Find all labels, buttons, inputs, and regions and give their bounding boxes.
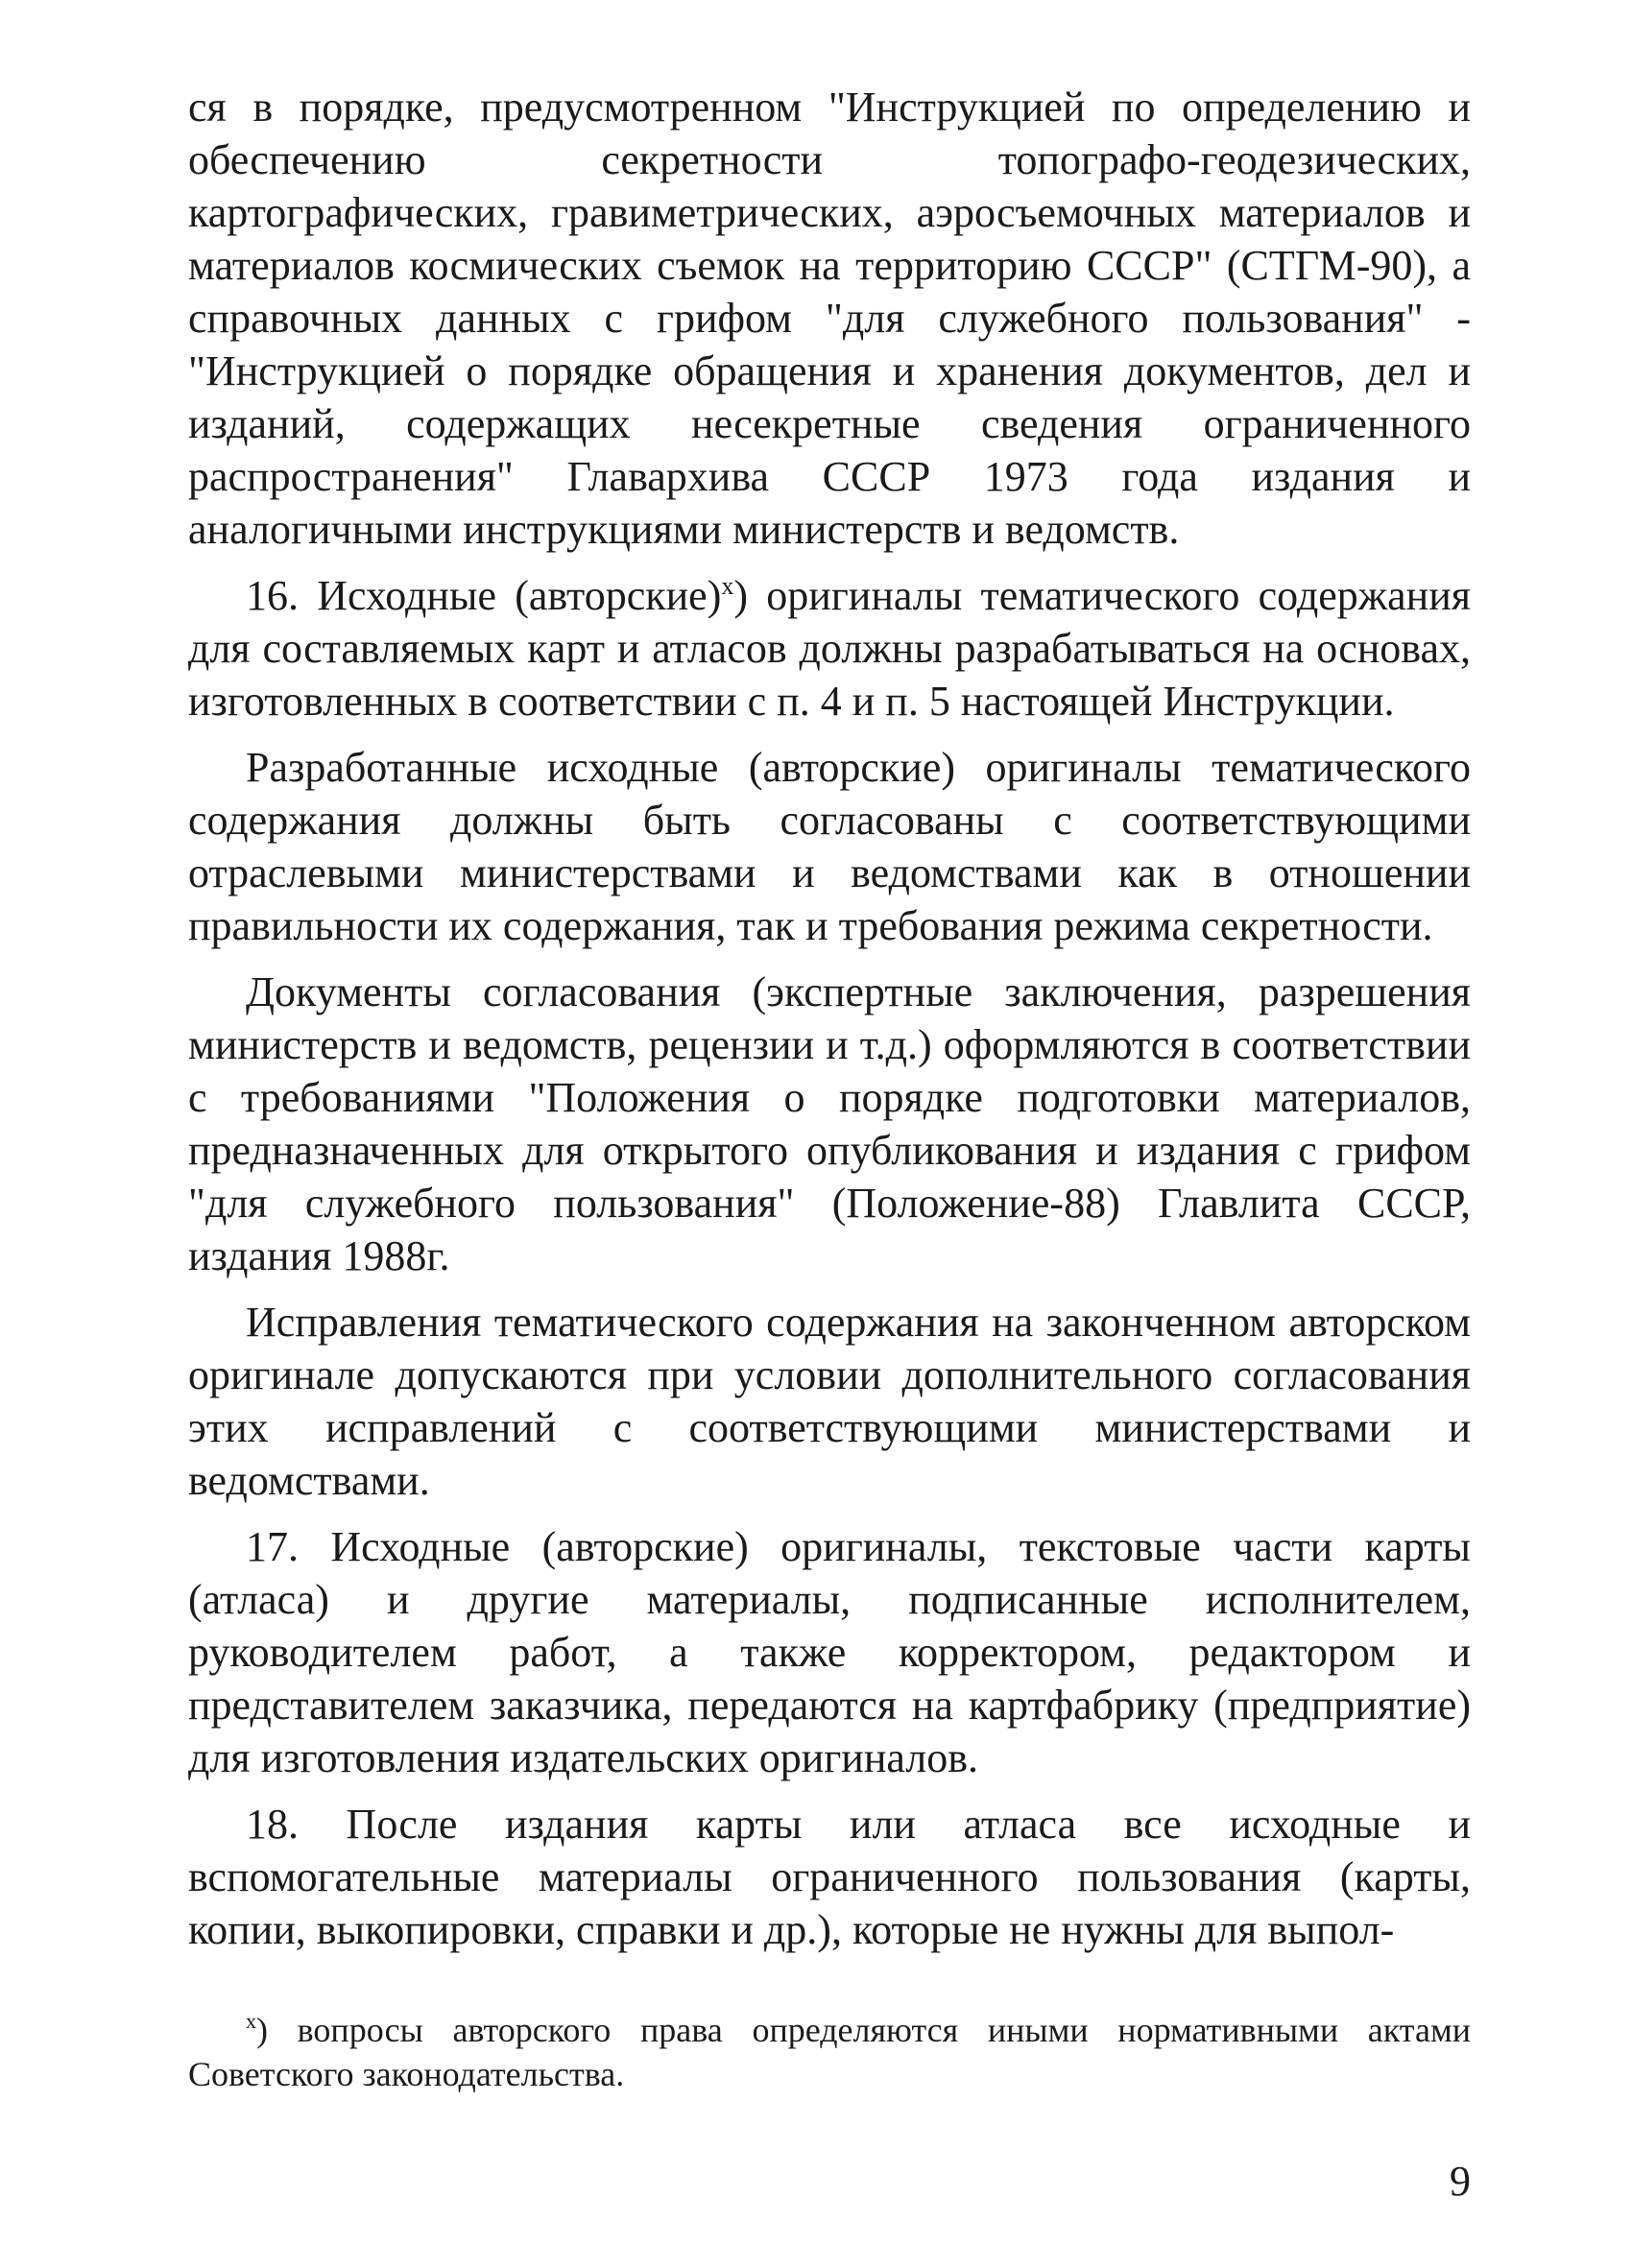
paragraph-item-18: 18. После издания карты или атласа все исходные и вспомогательные материалы ограниченного пользования (карты, копии, выкопировки, справки и др.), которые не нужны для выпол-: [188, 1801, 1471, 1953]
paragraph-item-16-text-end: ) оригиналы тематического содержания для составляемых карт и атласов должны разрабатываться на основах, изготовленных в соответствии с п. 4 и п. 5 настоящей Инструкции.: [188, 572, 1472, 725]
paragraph-item-16-text-start: 16. Исходные (авторские): [246, 572, 722, 619]
paragraph-item-16: [188, 569, 1471, 728]
page-body: [188, 81, 1471, 1970]
paragraph-continuation: ся в порядке, предусмотренном "Инструкцией по определению и обеспечению секретности топографо-геодезических, картографических, гравиметрических, аэросъемочных материалов и материалов космических съемок на территорию СССР" (СТГМ-90), а справочных данных с грифом "для служебного пользования" - "Инструкцией о порядке обращения и хранения документов, дел и изданий, содержащих несекретные сведения ограниченного распространения" Главархива СССР 1973 года издания и аналогичными инструкциями министерств и ведомств.: [188, 84, 1471, 553]
footnote: [188, 2008, 1471, 2096]
footnote-sup-marker: х: [246, 2009, 256, 2033]
paragraph-item-17: 17. Исходные (авторские) оригиналы, текстовые части карты (атласа) и другие материалы, подписанные исполнителем, руководителем работ, а также корректором, редактором и представителем заказчика, передаются на картфабрику (предприятие) для изготовления издательских оригиналов.: [188, 1523, 1471, 1781]
footnote-marker: х: [721, 572, 734, 600]
paragraph-agreement: Разработанные исходные (авторские) оригиналы тематического содержания должны быть согласованы с соответствующими отраслевыми министерствами и ведомствами как в отношении правильности их содержания, так и требования режима секретности.: [188, 744, 1471, 949]
paragraph-corrections: Исправления тематического содержания на законченном авторском оригинале допускаются при условии дополнительного согласования этих исправлений с соответствующими министерствами и ведомствами.: [188, 1299, 1471, 1504]
footnote-text: ) вопросы авторского права определяются иными нормативными актами Советского законодательства.: [188, 2011, 1471, 2093]
paragraph-agreement-documents: Документы согласования (экспертные заключения, разрешения министерств и ведомств, рецензии и т.д.) оформляются в соответствии с требованиями "Положения о порядке подготовки материалов, предназначенных для открытого опубликования и издания с грифом "для служебного пользования" (Положение-88) Главлита СССР, издания 1988г.: [188, 968, 1471, 1279]
page-number: 9: [1450, 2158, 1471, 2205]
